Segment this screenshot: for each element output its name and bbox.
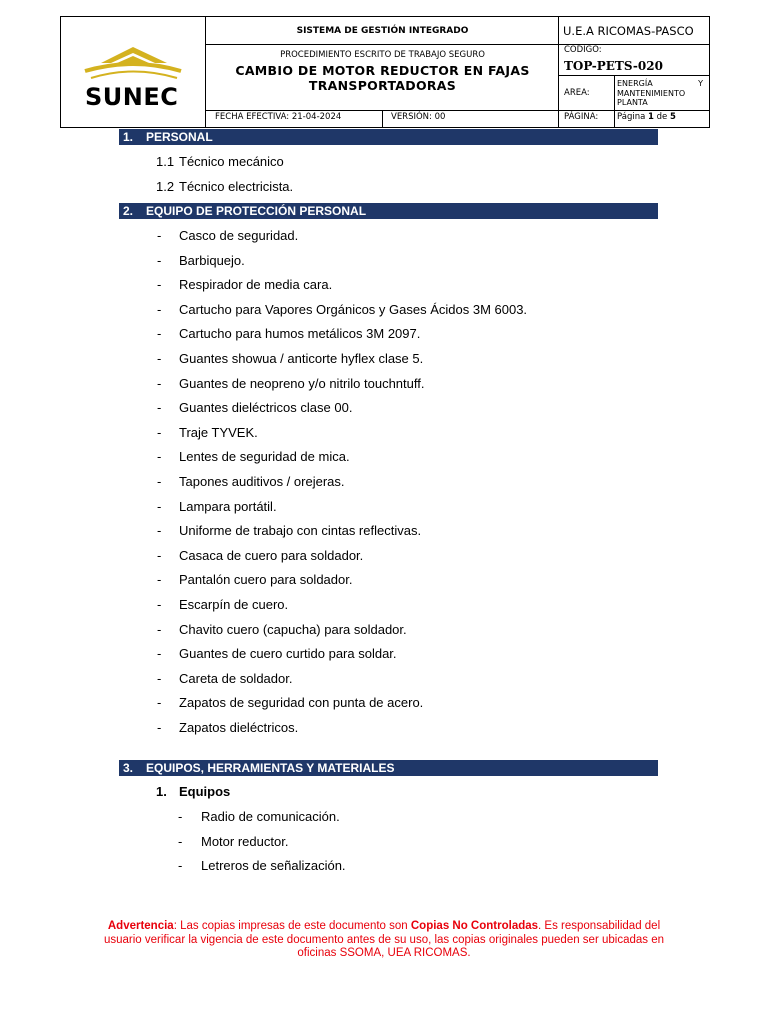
list-item: Casco de seguridad.: [179, 228, 299, 243]
subsection-heading-equipos: [156, 784, 230, 799]
page-of: de: [656, 112, 668, 122]
section-heading-equipment: [119, 760, 658, 776]
bullet-dash: -: [157, 474, 162, 489]
bullet-dash: -: [157, 277, 162, 293]
list-item: Guantes de cuero curtido para soldar.: [179, 646, 397, 662]
list-item: Zapatos dieléctricos.: [179, 720, 299, 735]
section-number: 3.: [123, 761, 134, 775]
document-header: [60, 16, 710, 128]
item-text: Técnico electricista.: [179, 179, 294, 194]
bullet-dash: -: [157, 547, 162, 563]
warning-strong: Copias No Controladas: [410, 920, 539, 932]
bullet-dash: -: [157, 646, 162, 662]
list-item: Casaca de cuero para soldador.: [179, 547, 364, 563]
bullet-dash: -: [178, 809, 183, 824]
header-divider: [614, 75, 615, 110]
list-item: Barbiquejo.: [179, 252, 245, 268]
logo-wordmark: SUNEC: [85, 83, 179, 111]
section-number: 1.: [123, 130, 134, 144]
header-divider: [614, 110, 615, 127]
bullet-dash: -: [157, 597, 162, 612]
procedure-type: PROCEDIMIENTO ESCRITO DE TRABAJO SEGURO: [280, 50, 485, 60]
section-title: PERSONAL: [146, 130, 213, 144]
list-item: Cartucho para humos metálicos 3M 2097.: [179, 326, 421, 342]
system-title: SISTEMA DE GESTIÓN INTEGRADO: [296, 25, 469, 36]
bullet-dash: -: [157, 424, 162, 440]
bullet-dash: -: [157, 621, 162, 637]
company-logo: [61, 17, 206, 127]
procedure-title: [207, 63, 558, 93]
subsection-title: Equipos: [179, 784, 231, 799]
list-item: Guantes showua / anticorte hyflex clase 5.: [179, 351, 424, 366]
list-item: Respirador de media cara.: [179, 277, 333, 293]
section-heading-personal: [119, 129, 658, 145]
bullet-dash: -: [157, 252, 162, 268]
area-value-line: ENERGÍA Y: [617, 79, 703, 88]
header-divider: [205, 44, 709, 45]
section-title: EQUIPO DE PROTECCIÓN PERSONAL: [146, 204, 367, 218]
list-item: Pantalón cuero para soldador.: [179, 572, 353, 588]
page-number: [617, 112, 676, 122]
page-label: PÁGINA:: [564, 112, 599, 122]
bullet-dash: -: [157, 498, 162, 514]
list-item: Uniforme de trabajo con cintas reflectivas.: [179, 523, 422, 539]
list-item: Guantes de neopreno y/o nitrilo touchntuff.: [179, 375, 425, 391]
bullet-dash: -: [157, 326, 162, 342]
area-value-line: PLANTA: [617, 98, 648, 107]
list-item: Lentes de seguridad de mica.: [179, 449, 350, 465]
version: VERSIÓN: 00: [391, 112, 446, 122]
item-number: 1.1: [156, 154, 175, 169]
page-current: 1: [648, 112, 654, 122]
list-item: Escarpín de cuero.: [179, 597, 289, 612]
unit-name: U.E.A RICOMAS-PASCO: [563, 23, 694, 38]
bullet-dash: -: [178, 858, 183, 873]
bullet-dash: -: [157, 375, 162, 391]
section-number: 2.: [123, 204, 134, 218]
bullet-dash: -: [157, 449, 162, 465]
bullet-dash: -: [157, 400, 162, 416]
list-item: [156, 179, 293, 194]
procedure-title-line: CAMBIO DE MOTOR REDUCTOR EN FAJAS: [235, 63, 530, 78]
bullet-dash: -: [157, 695, 162, 711]
bullet-dash: -: [157, 228, 162, 243]
list-item: Guantes dieléctricos clase 00.: [179, 400, 353, 416]
item-text: Técnico mecánico: [179, 154, 284, 169]
sunec-logo-icon: [81, 43, 186, 83]
list-item: Lampara portátil.: [179, 498, 277, 514]
section-heading-epp: [119, 203, 658, 219]
code-label: CODIGO:: [564, 45, 602, 55]
section-title: EQUIPOS, HERRAMIENTAS Y MATERIALES: [146, 761, 395, 775]
bullet-dash: -: [157, 301, 162, 317]
warning-text: . Es responsabilidad del usuario verificar la vigencia de este documento antes de su uso, las copias originales pueden ser ubicadas en oficinas SSOMA, UEA RICOMAS.: [103, 920, 664, 959]
area-value-line: MANTENIMIENTO: [617, 88, 686, 98]
header-divider: [558, 75, 709, 76]
list-item: Radio de comunicación.: [201, 809, 340, 824]
list-item: Letreros de señalización.: [201, 858, 346, 873]
warning-text: : Las copias impresas de este documento son: [173, 920, 411, 932]
header-divider: [205, 110, 709, 111]
effective-date: FECHA EFECTIVA: 21-04-2024: [215, 112, 342, 122]
list-item: Chavito cuero (capucha) para soldador.: [179, 621, 407, 637]
page-prefix: Página: [617, 112, 646, 122]
header-divider: [382, 110, 383, 127]
list-item: Careta de soldador.: [179, 670, 293, 686]
list-item: Traje TYVEK.: [179, 424, 258, 440]
area-value: [617, 79, 703, 108]
bullet-dash: -: [178, 833, 183, 849]
subsection-number: 1.: [156, 784, 167, 799]
warning-label: Advertencia: [107, 920, 174, 932]
list-item: Motor reductor.: [201, 833, 289, 849]
code-value: TOP-PETS-020: [564, 59, 663, 73]
bullet-dash: -: [157, 351, 162, 366]
page-total: 5: [669, 112, 676, 122]
bullet-dash: -: [157, 720, 162, 735]
list-item: Cartucho para Vapores Orgánicos y Gases Ácidos 3M 6003.: [179, 301, 528, 317]
bullet-dash: -: [157, 670, 162, 686]
list-item: Tapones auditivos / orejeras.: [179, 474, 345, 489]
bullet-dash: -: [157, 572, 162, 588]
bullet-dash: -: [157, 523, 162, 539]
item-number: 1.2: [156, 179, 175, 194]
warning-notice: [100, 920, 668, 961]
list-item: [156, 154, 284, 169]
area-label: AREA:: [564, 88, 590, 98]
list-item: Zapatos de seguridad con punta de acero.: [179, 695, 424, 711]
procedure-title-line: TRANSPORTADORAS: [308, 78, 457, 93]
